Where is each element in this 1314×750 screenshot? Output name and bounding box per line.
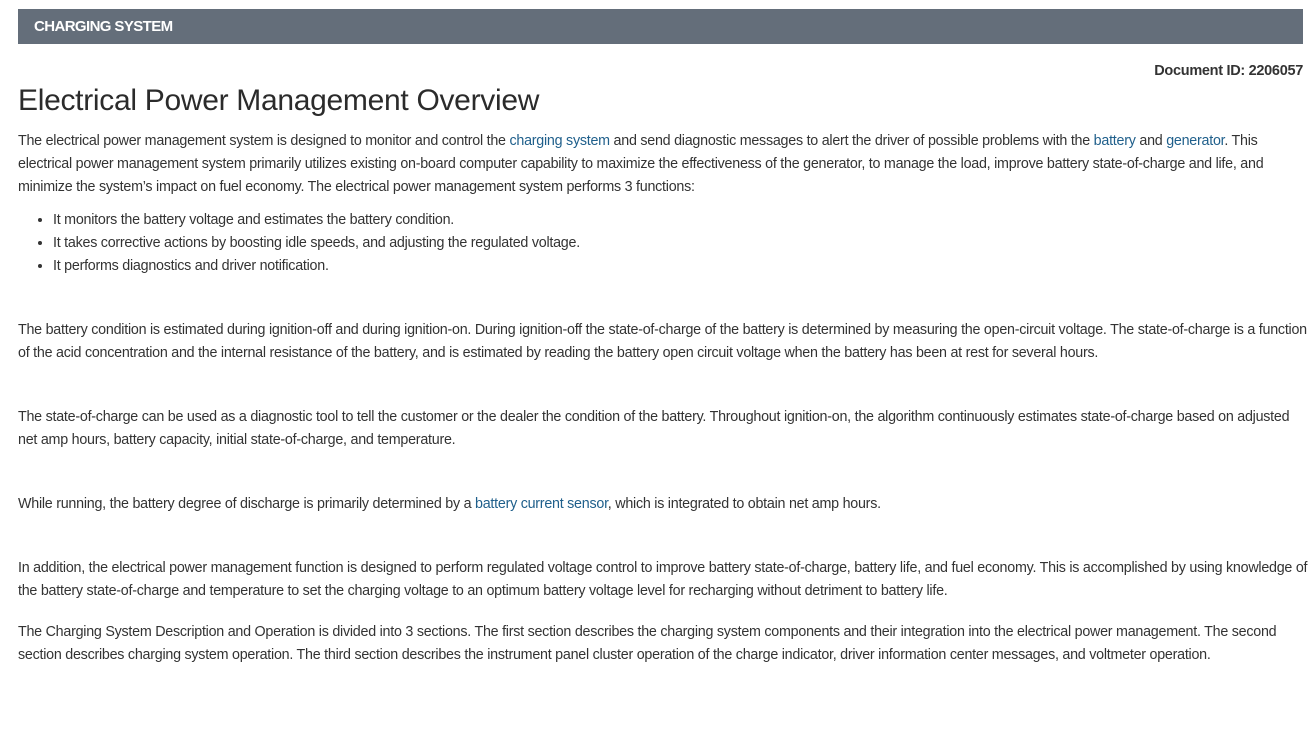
voltage-control-paragraph: In addition, the electrical power management function is designed to perform regulated voltage control to improve battery state-of-charge, battery life, and fuel economy. This is accomplished by using knowledge of the battery state-of-charge and temperature to set the charging voltage to an optimum battery voltage level for recharging without detriment to battery life. [18, 560, 1308, 599]
state-of-charge-paragraph: The state-of-charge can be used as a diagnostic tool to tell the customer or the dealer the condition of the battery. Throughout ignition-on, the algorithm continuously estimates state-of-charge based on adjusted net amp hours, battery capacity, initial state-of-charge, and temperature. [18, 409, 1290, 448]
link-battery[interactable]: battery [1093, 133, 1136, 149]
list-item: • It monitors the battery voltage and estimates the battery condition. [53, 209, 1308, 232]
sections-paragraph: The Charging System Description and Operation is divided into 3 sections. The first section describes the charging system components and their integration into the electrical power management. The second section describes charging system operation. The third section describes the instrument panel cluster operation of the charge indicator, driver information center messages, and voltmeter operation. [18, 624, 1277, 663]
intro-text-3: and [1135, 133, 1167, 149]
intro-text-1: The electrical power management system is designed to monitor and control the [18, 133, 510, 149]
intro-text-2: and send diagnostic messages to alert the driver of possible problems with the [609, 133, 1094, 149]
document-id: Document ID: 2206057 [1154, 63, 1303, 79]
intro-paragraph [18, 130, 1308, 199]
running-text-2: , which is integrated to obtain net amp hours. [607, 496, 881, 512]
list-item: • It takes corrective actions by boosting idle speeds, and adjusting the regulated voltage. [53, 232, 1308, 255]
section-title: CHARGING SYSTEM [34, 18, 173, 35]
page-title: Electrical Power Management Overview [18, 84, 540, 117]
document-body [18, 130, 1308, 667]
link-generator[interactable]: generator [1166, 133, 1225, 149]
running-paragraph [18, 493, 1308, 516]
section-header-bar [18, 9, 1303, 44]
link-charging-system[interactable]: charging system [509, 133, 610, 149]
link-battery-current-sensor[interactable]: battery current sensor [475, 496, 608, 512]
intro-text-4: . This electrical power management system primarily utilizes existing on-board computer capability to maximize the effectiveness of the generator, to manage the load, improve battery state-of-charge and life, and minimize the system’s impact on fuel economy. The electrical power management system performs 3 functions: [18, 133, 1264, 195]
list-item: • It performs diagnostics and driver notification. [53, 255, 1308, 278]
running-text-1: While running, the battery degree of discharge is primarily determined by a [18, 496, 476, 512]
battery-condition-paragraph: The battery condition is estimated during ignition-off and during ignition-on. During ignition-off the state-of-charge of the battery is determined by measuring the open-circuit voltage. The state-of-charge is a function of the acid concentration and the internal resistance of the battery, and is estimated by reading the battery open circuit voltage when the battery has been at rest for several hours. [18, 322, 1307, 361]
functions-list [18, 209, 1308, 278]
